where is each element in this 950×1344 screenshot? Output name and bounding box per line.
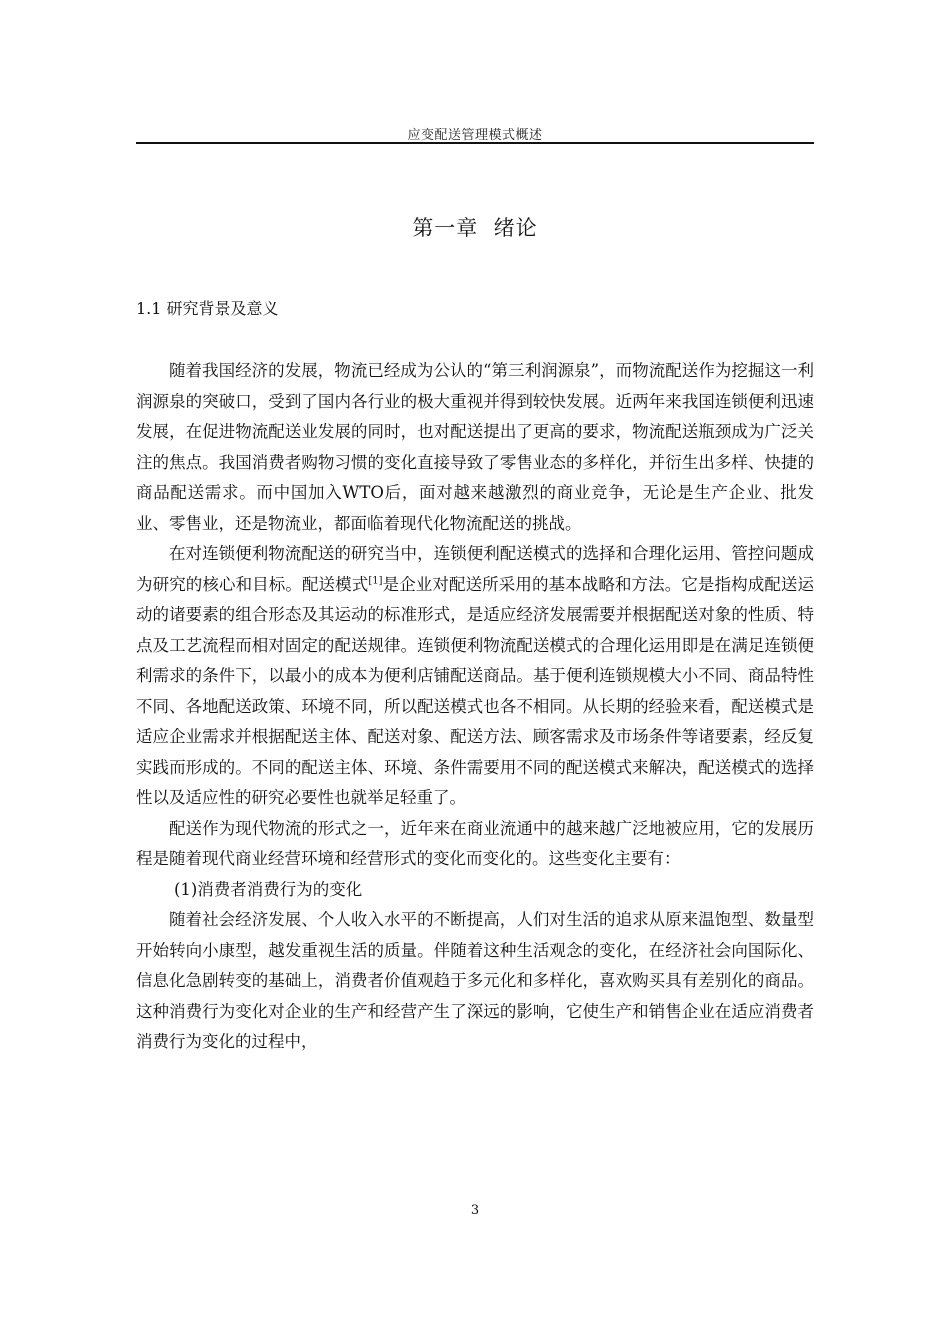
paragraph — [136, 539, 814, 814]
body-text — [136, 356, 814, 1058]
list-item-heading: (1)消费者消费行为的变化 — [173, 879, 363, 899]
paragraph-text: 在对连锁便利物流配送的研究当中，连锁便利配送模式的选择和合理化运用、管控问题成为研究的核心和目标。配送模式 — [136, 544, 814, 594]
paragraph: 配送作为现代物流的形式之一，近年来在商业流通中的越来越广泛地被应用，它的发展历程是随着现代商业经营环境和经营形式的变化而变化的。这些变化主要有： — [136, 818, 814, 868]
paragraph-text: 是企业对配送所采用的基本战略和方法。它是指构成配送运动的诸要素的组合形态及其运动的标准形式，是适应经济发展需要并根据配送对象的性质、特点及工艺流程而相对固定的配送规律。连锁便利物流配送模式的合理化运用即是在满足连锁便利需求的条件下，以最小的成本为便利店铺配送商品。基于便利连锁规模大小不同、商品特性不同、各地配送政策、环境不同，所以配送模式也各不相同。从长期的经验来看，配送模式是适应企业需求并根据配送主体、配送对象、配送方法、顾客需求及市场条件等诸要素，经反复实践而形成的。不同的配送主体、环境、条件需要用不同的配送模式来解决，配送模式的选择性以及适应性的研究必要性也就举足轻重了。 — [136, 574, 815, 807]
citation-reference: [1] — [368, 575, 383, 586]
paragraph: 随着我国经济的发展，物流已经成为公认的“第三利润源泉”，而物流配送作为挖掘这一利润源泉的突破口，受到了国内各行业的极大重视并得到较快发展。近两年来我国连锁便利迅速发展，在促进物流配送业发展的同时，也对配送提出了更高的要求，物流配送瓶颈成为广泛关注的焦点。我国消费者购物习惯的变化直接导致了零售业态的多样化，并衍生出多样、快捷的商品配送需求。而中国加入WTO后，面对越来越激烈的商业竞争，无论是生产企业、批发业、零售业，还是物流业，都面临着现代化物流配送的挑战。 — [136, 361, 814, 533]
chapter-title: 第一章 绪论 — [412, 216, 538, 240]
running-header: 应变配送管理模式概述 — [407, 128, 543, 143]
page-number: 3 — [470, 1203, 480, 1218]
paragraph: 随着社会经济发展、个人收入水平的不断提高，人们对生活的追求从原来温饱型、数量型开始转向小康型，越发重视生活的质量。伴随着这种生活观念的变化，在经济社会向国际化、信息化急剧转变的基础上，消费者价值观趋于多元化和多样化，喜欢购买具有差别化的商品。这种消费行为变化对企业的生产和经营产生了深远的影响，它使生产和销售企业在适应消费者消费行为变化的过程中， — [136, 910, 814, 1051]
section-heading: 1.1 研究背景及意义 — [136, 299, 279, 318]
header-rule — [136, 142, 814, 144]
